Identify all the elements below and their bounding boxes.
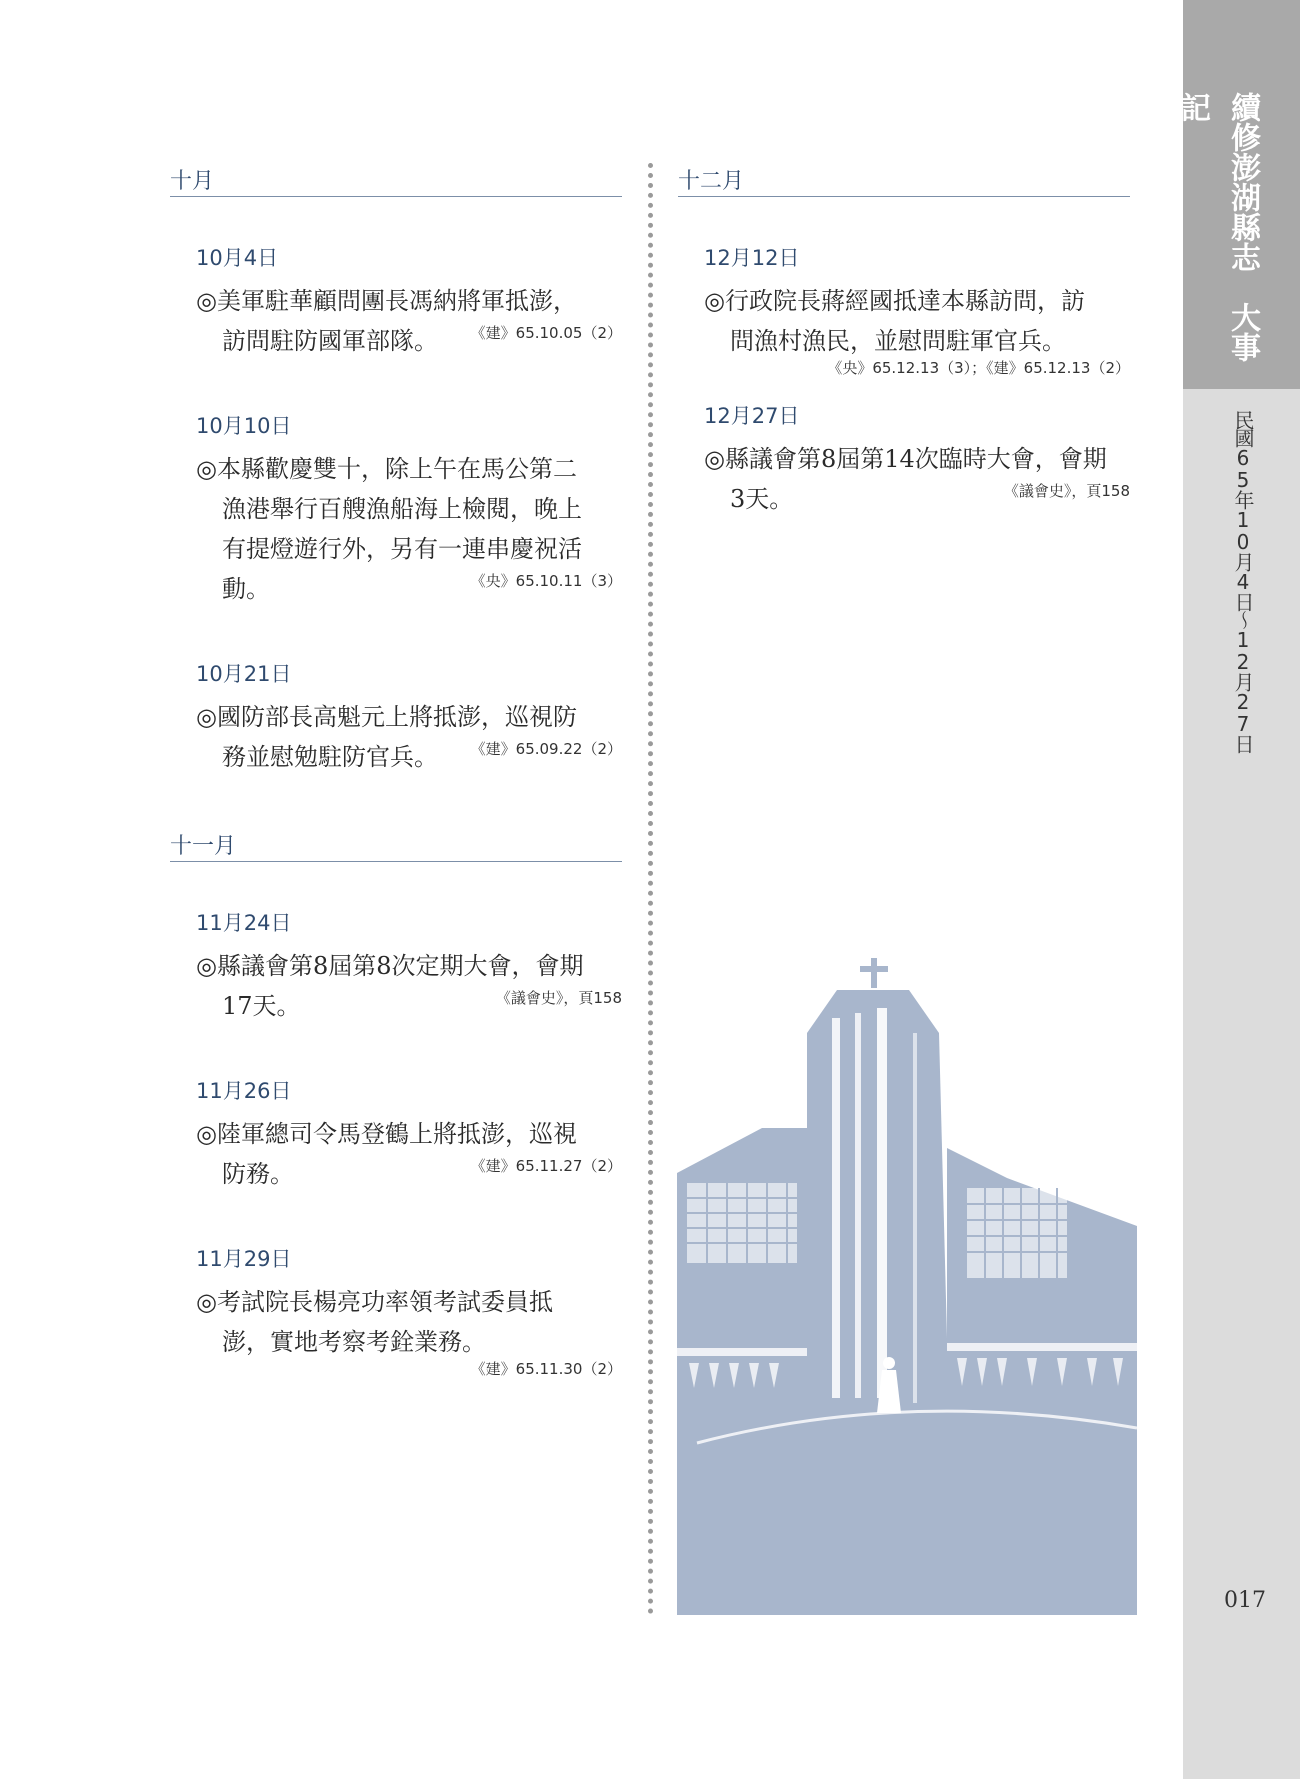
- right-column: [678, 160, 1130, 519]
- event-source: 《建》65.10.05（2）: [470, 324, 622, 342]
- event-date: 12月27日: [704, 404, 800, 428]
- month-header-december: [678, 160, 1130, 197]
- event-entry: [196, 241, 622, 361]
- column-divider: [648, 163, 653, 1615]
- event-line: 有提燈遊行外，另有一連串慶祝活: [222, 535, 582, 563]
- event-line: ◎陸軍總司令馬登鶴上將抵澎，巡視: [196, 1120, 577, 1148]
- event-line: ◎縣議會第8屆第8次定期大會，會期: [196, 952, 584, 980]
- event-line: 漁港舉行百艘漁船海上檢閱，晚上: [222, 495, 582, 523]
- month-header-november: [170, 825, 622, 862]
- month-title: 十一月: [170, 834, 237, 859]
- event-entry: [196, 906, 622, 1026]
- event-line: 問漁村漁民，並慰問駐軍官兵。: [730, 327, 1066, 355]
- date-range: 民國65年10月4日～12月27日: [1231, 410, 1255, 752]
- event-line: ◎縣議會第8屆第14次臨時大會，會期: [704, 445, 1107, 473]
- month-header-october: [170, 160, 622, 197]
- event-text: [196, 1114, 622, 1194]
- event-date: 12月12日: [704, 246, 800, 270]
- event-text: [196, 281, 622, 361]
- event-source: 《央》65.12.13（3）；《建》65.12.13（2）: [827, 359, 1130, 377]
- event-line: 防務。: [222, 1160, 294, 1188]
- event-entry: [704, 399, 1130, 519]
- event-entry: [196, 1242, 622, 1380]
- event-entry: [196, 657, 622, 777]
- month-title: 十月: [170, 169, 215, 194]
- event-line: ◎行政院長蔣經國抵達本縣訪問，訪: [704, 287, 1085, 315]
- event-line: ◎考試院長楊亮功率領考試委員抵: [196, 1288, 553, 1316]
- event-source: 《建》65.09.22（2）: [470, 740, 622, 758]
- event-date: 10月4日: [196, 246, 279, 270]
- event-date: 10月21日: [196, 662, 292, 686]
- event-source: 《建》65.11.30（2）: [470, 1360, 622, 1378]
- event-entry: [196, 1074, 622, 1194]
- event-line: 訪問駐防國軍部隊。: [222, 327, 438, 355]
- event-text: [704, 281, 1130, 361]
- event-line: 澎，實地考察考銓業務。: [222, 1328, 486, 1356]
- event-line: ◎本縣歡慶雙十，除上午在馬公第二: [196, 455, 577, 483]
- event-source: 《議會史》，頁158: [495, 989, 622, 1007]
- left-column: [170, 160, 622, 1380]
- side-bar: [1175, 0, 1300, 1779]
- event-line: ◎國防部長高魁元上將抵澎，巡視防: [196, 703, 577, 731]
- event-line: 17天。: [222, 992, 301, 1020]
- page-number: 017: [1224, 1588, 1266, 1613]
- event-line: 3天。: [730, 485, 794, 513]
- book-title: 續修澎湖縣志 大事記: [1175, 92, 1260, 362]
- event-date: 11月29日: [196, 1247, 292, 1271]
- event-date: 11月24日: [196, 911, 292, 935]
- event-entry: [704, 241, 1130, 379]
- event-date: 11月26日: [196, 1079, 292, 1103]
- event-source: 《議會史》，頁158: [1003, 482, 1130, 500]
- event-text: [196, 1282, 622, 1362]
- event-date: 10月10日: [196, 414, 292, 438]
- event-line: ◎美軍駐華顧問團長馮納將軍抵澎，: [196, 287, 577, 315]
- event-source: 《央》65.10.11（3）: [470, 572, 622, 590]
- event-text: [196, 697, 622, 777]
- event-text: [196, 946, 622, 1026]
- event-source: 《建》65.11.27（2）: [470, 1157, 622, 1175]
- event-text: [704, 439, 1130, 519]
- side-title-block: [1175, 0, 1300, 389]
- event-line: 務並慰勉駐防官兵。: [222, 743, 438, 771]
- event-text: [196, 449, 622, 609]
- church-illustration: [677, 958, 1137, 1615]
- event-line: 動。: [222, 575, 270, 603]
- month-title: 十二月: [678, 169, 745, 194]
- event-entry: [196, 409, 622, 609]
